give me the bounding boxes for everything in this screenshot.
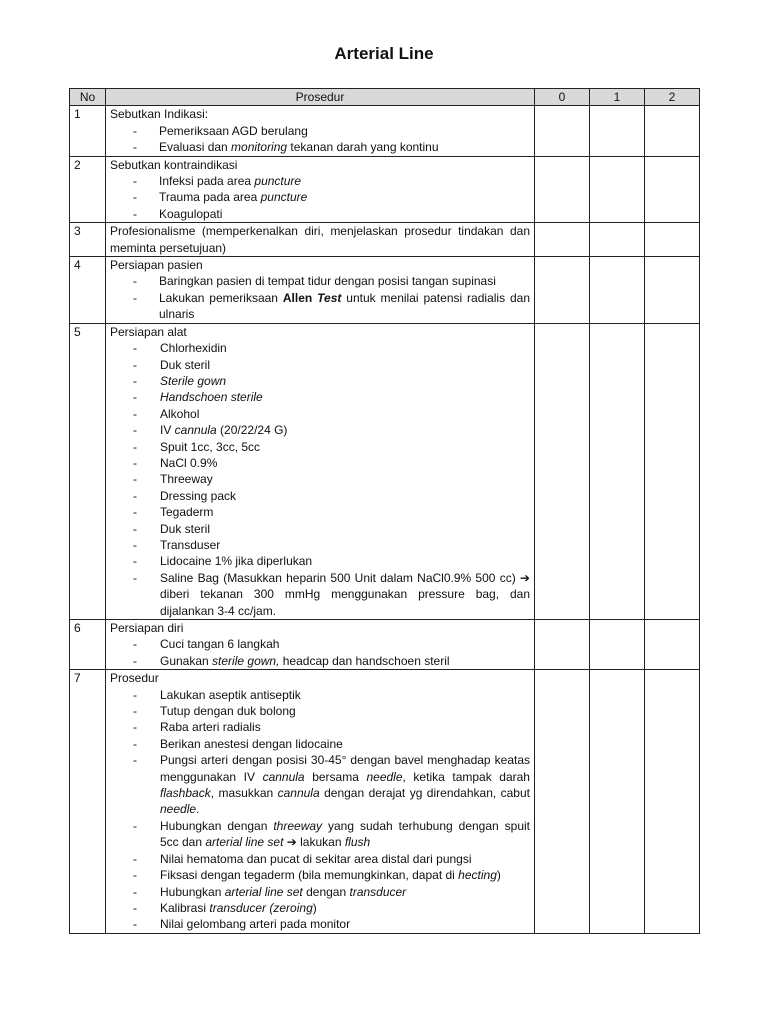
item-list (110, 636, 530, 669)
score-0-cell[interactable] (535, 620, 590, 670)
item-list (110, 173, 530, 222)
list-item (110, 455, 530, 471)
list-item (110, 206, 530, 222)
list-item (110, 752, 530, 818)
item-text: Berikan anestesi dengan lidocaine (160, 736, 343, 751)
header-score-1: 1 (590, 89, 645, 106)
item-text: sterile gown, (212, 653, 280, 668)
procedure-cell (106, 156, 535, 223)
list-item (110, 471, 530, 487)
list-item (110, 851, 530, 867)
list-item (110, 687, 530, 703)
list-item (110, 422, 530, 438)
score-1-cell[interactable] (590, 106, 645, 156)
item-text: Test (317, 290, 342, 305)
procedure-cell (106, 620, 535, 670)
item-text: Dressing pack (160, 488, 237, 503)
procedure-cell (106, 106, 535, 156)
item-text: Gunakan (160, 653, 213, 668)
item-text: puncture (254, 174, 302, 189)
item-text: needle (160, 802, 197, 817)
item-text: , masukkan (210, 786, 278, 801)
item-text: monitoring (231, 140, 288, 155)
procedure-cell (106, 257, 535, 324)
score-2-cell[interactable] (645, 106, 700, 156)
item-text: Baringkan pasien di tempat tidur dengan posisi tangan supinasi (159, 274, 496, 289)
score-0-cell[interactable] (535, 257, 590, 324)
item-text: yang sudah terhubung dengan spuit 5cc dan (160, 818, 530, 850)
item-text: transducer (zeroing (209, 900, 313, 915)
procedure-cell (106, 223, 535, 257)
item-text: IV (160, 423, 175, 438)
item-text: Allen (282, 290, 318, 305)
score-2-cell[interactable] (645, 620, 700, 670)
item-text: Pemeriksaan AGD berulang (159, 123, 308, 138)
section-heading: Persiapan pasien (110, 258, 203, 273)
item-text: Alkohol (160, 406, 200, 421)
item-text: arterial line set (224, 884, 303, 899)
item-text: flashback (160, 786, 211, 801)
list-item (110, 570, 530, 619)
item-text: puncture (260, 190, 308, 205)
item-text: cannula (174, 423, 217, 438)
table-row (70, 223, 700, 257)
item-text: Infeksi pada area (159, 174, 255, 189)
item-text: Cuci tangan 6 langkah (160, 637, 280, 652)
list-item (110, 884, 530, 900)
score-0-cell[interactable] (535, 323, 590, 619)
list-item (110, 488, 530, 504)
section-heading: Sebutkan Indikasi: (110, 107, 209, 122)
item-text: threeway (273, 818, 323, 833)
procedure-cell (106, 670, 535, 934)
item-text: Evaluasi dan (159, 140, 232, 155)
list-item (110, 900, 530, 916)
list-item (110, 521, 530, 537)
section-heading: Profesionalisme (memperkenalkan diri, menjelaskan prosedur tindakan dan meminta persetujuan) (110, 224, 530, 255)
table-row (70, 106, 700, 156)
item-text: tekanan darah yang kontinu (287, 140, 439, 155)
item-text: flush (344, 835, 371, 850)
list-item (110, 553, 530, 569)
score-0-cell[interactable] (535, 106, 590, 156)
table-row (70, 257, 700, 324)
item-text: Threeway (160, 472, 213, 487)
header-prosedur: Prosedur (106, 89, 535, 106)
document-title: Arterial Line (334, 44, 434, 63)
item-text: Koagulopati (159, 206, 223, 221)
item-text: Hubungkan dengan (160, 818, 274, 833)
item-text: Kalibrasi (160, 900, 210, 915)
item-text: (20/22/24 G) (216, 423, 288, 438)
row-number: 5 (70, 323, 106, 619)
item-text: Tegaderm (160, 505, 214, 520)
item-text: Nilai hematoma dan pucat di sekitar area distal dari pungsi (160, 851, 472, 866)
item-text: headcap dan handschoen steril (279, 653, 450, 668)
row-number: 6 (70, 620, 106, 670)
item-list (110, 273, 530, 322)
list-item (110, 373, 530, 389)
item-text: untuk menilai patensi radialis dan ulnaris (159, 290, 530, 322)
item-text: dengan (302, 884, 350, 899)
list-item (110, 537, 530, 553)
list-item (110, 273, 530, 289)
item-list (110, 687, 530, 933)
row-number: 3 (70, 223, 106, 257)
score-1-cell[interactable] (590, 620, 645, 670)
item-text: Hubungkan (160, 884, 225, 899)
header-score-0: 0 (535, 89, 590, 106)
item-text: cannula (262, 769, 305, 784)
list-item (110, 290, 530, 323)
item-text: cannula (277, 786, 320, 801)
item-text: Raba arteri radialis (160, 720, 261, 735)
list-item (110, 504, 530, 520)
table-row (70, 620, 700, 670)
header-score-2: 2 (645, 89, 700, 106)
score-2-cell[interactable] (645, 670, 700, 934)
item-text: ➔ lakukan (283, 835, 345, 850)
procedure-cell (106, 323, 535, 619)
list-item (110, 439, 530, 455)
list-item (110, 173, 530, 189)
score-0-cell[interactable] (535, 670, 590, 934)
item-text: Lakukan pemeriksaan (159, 290, 283, 305)
list-item (110, 736, 530, 752)
score-1-cell[interactable] (590, 323, 645, 619)
item-text: ) (312, 900, 317, 915)
item-text: Nilai gelombang arteri pada monitor (160, 917, 351, 932)
item-text: Lidocaine 1% jika diperlukan (160, 554, 313, 569)
score-2-cell[interactable] (645, 223, 700, 257)
item-text: Tutup dengan duk bolong (160, 704, 296, 719)
score-2-cell[interactable] (645, 257, 700, 324)
item-text: hecting (458, 868, 497, 883)
list-item (110, 406, 530, 422)
row-number: 4 (70, 257, 106, 324)
item-text: NaCl 0.9% (160, 455, 218, 470)
list-item (110, 636, 530, 652)
score-2-cell[interactable] (645, 323, 700, 619)
score-1-cell[interactable] (590, 156, 645, 223)
item-text: Fiksasi dengan tegaderm (bila memungkinkan, dapat di (160, 868, 459, 883)
score-0-cell[interactable] (535, 223, 590, 257)
item-list (110, 123, 530, 156)
section-heading: Persiapan alat (110, 324, 187, 339)
list-item (110, 818, 530, 851)
item-text: Duk steril (160, 357, 211, 372)
item-text: dengan derajat yg direndahkan, cabut (319, 786, 530, 801)
item-text: . (196, 802, 200, 817)
list-item (110, 139, 530, 155)
item-text: arterial line set (205, 835, 284, 850)
table-row (70, 323, 700, 619)
score-2-cell[interactable] (645, 156, 700, 223)
item-text: needle (366, 769, 403, 784)
item-text: Saline Bag (Masukkan heparin 500 Unit dalam NaCl0.9% 500 cc) ➔ diberi tekanan 300 mmHg menggunakan pressure bag, dan dijalankan 3-4 cc/jam. (160, 570, 530, 618)
table-row (70, 670, 700, 934)
list-item (110, 719, 530, 735)
score-1-cell[interactable] (590, 223, 645, 257)
item-text: Pungsi arteri dengan posisi 30-45° dengan bavel menghadap keatas menggunakan IV (160, 753, 530, 784)
item-text: Sterile gown (160, 373, 227, 388)
section-heading: Sebutkan kontraindikasi (110, 157, 238, 172)
item-text: ) (496, 868, 501, 883)
item-text: Lakukan aseptik antiseptik (160, 687, 301, 702)
section-heading: Prosedur (110, 671, 159, 686)
list-item (110, 916, 530, 932)
item-list (110, 340, 530, 619)
score-1-cell[interactable] (590, 257, 645, 324)
table-body (70, 106, 700, 933)
list-item (110, 653, 530, 669)
item-text: Chlorhexidin (160, 341, 227, 356)
score-0-cell[interactable] (535, 156, 590, 223)
header-no: No (70, 89, 106, 106)
item-text: Trauma pada area (159, 190, 261, 205)
score-1-cell[interactable] (590, 670, 645, 934)
table-header-row (70, 89, 700, 106)
list-item (110, 189, 530, 205)
list-item (110, 389, 530, 405)
item-text: Duk steril (160, 521, 211, 536)
list-item (110, 867, 530, 883)
item-text: Spuit 1cc, 3cc, 5cc (160, 439, 261, 454)
table-row (70, 156, 700, 223)
item-text: transducer (349, 884, 407, 899)
item-text: Handschoen sterile (160, 390, 263, 405)
procedure-checklist-table (69, 88, 700, 934)
list-item (110, 357, 530, 373)
list-item (110, 340, 530, 356)
item-text: bersama (304, 769, 367, 784)
row-number: 7 (70, 670, 106, 934)
section-heading: Persiapan diri (110, 621, 184, 635)
item-text: Transduser (160, 537, 221, 552)
row-number: 1 (70, 106, 106, 156)
row-number: 2 (70, 156, 106, 223)
list-item (110, 703, 530, 719)
item-text: , ketika tampak darah (402, 769, 530, 784)
list-item (110, 123, 530, 139)
